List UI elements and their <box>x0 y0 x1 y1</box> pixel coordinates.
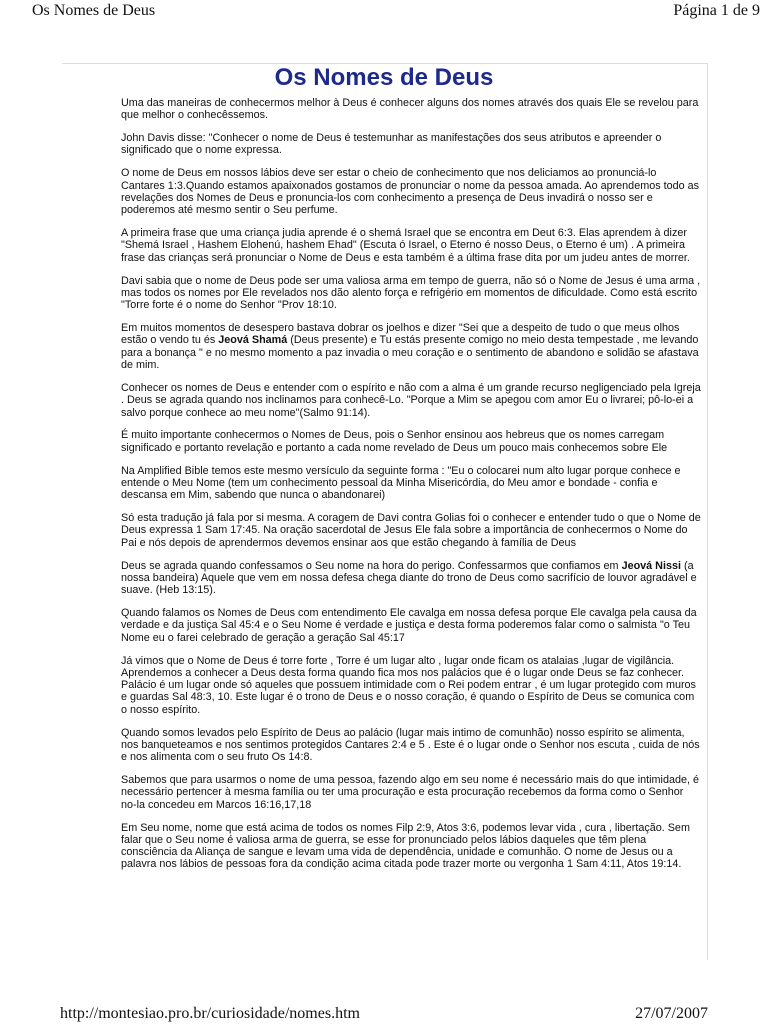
paragraph-5: Davi sabia que o nome de Deus pode ser uma valiosa arma em tempo de guerra, não só o Nome de Jesus é uma arma , mas todos os nomes por Ele revelados nos dão alento força e refrigério em momentos de dificuldade. Como está escrito "Torre forte é o nome do Senhor "Prov 18:10. <box>121 274 701 312</box>
paragraph-15: Sabemos que para usarmos o nome de uma pessoa, fazendo algo em seu nome é necessário mais do que intimidade, é necessário pertencer à mesma família ou ter uma procuração e esta procuração recebemos da forma como o Senhor no-la concedeu em Marcos 16:16,17,18 <box>121 774 699 811</box>
paragraph-6 <box>121 322 701 371</box>
paragraph-2: John Davis disse: "Conhecer o nome de Deus é testemunhar as manifestações dos seus atributos e apreender o significado que o nome expressa. <box>121 132 662 157</box>
paragraph-1: Uma das maneiras de conhecermos melhor à Deus é conhecer alguns dos nomes através dos quais Ele se revelou para que melhor o conhecêssemos. <box>121 97 699 122</box>
paragraph-16: Em Seu nome, nome que está acima de todos os nomes Filp 2:9, Atos 3:6, podemos levar vida , cura , libertação. Sem falar que o Seu nome é valiosa arma de guerra, se esse for pronunciado pelos lábios daqueles que têm plena consciência da Aliança de sangue e levam uma vida de dependência, unidade e comunhão. O nome de Jesus ou a palavra nos lábios de pessoas fora da condição acima citada pode trazer morte ou vergonha 1 Sam 4:11, Atos 19:14. <box>121 821 690 871</box>
paragraph-12: Quando falamos os Nomes de Deus com entendimento Ele cavalga em nossa defesa porque Ele cavalga pela causa da verdade e da justiça Sal 45:4 e o Seu Nome é verdade e justiça e desta forma poderemos falar como o salmista "o Teu Nome eu o farei celebrado de geração a geração Sal 45:17 <box>121 607 697 644</box>
paragraph-11-text-b: (a nossa bandeira) Aquele que vem em nossa defesa chega diante do trono de Deus como sacrifício de louvor agradável e suave. (Heb 13:15). <box>121 559 697 597</box>
paragraph-7: Conhecer os nomes de Deus e entender com o espírito e não com a alma é um grande recurso negligenciado pela Igreja . Deus se agrada quando nos inclinamos para conhecê-Lo. "Porque a Mim se apegou com amor Eu o livrarei; pô-lo-ei a salvo porque conhece ao meu nome"(Salmo 91:14). <box>121 381 701 419</box>
print-header <box>0 0 768 22</box>
jeova-shama-term: Jeová Shamá <box>218 334 288 347</box>
article-body <box>121 97 701 881</box>
paragraph-8: É muito importante conhecermos o Nomes de Deus, pois o Senhor ensinou aos hebreus que os nomes carregam significado e portanto revelação e portanto a cada nome revelado de Deus um pouco mais conhecemos sobre Ele <box>121 429 668 454</box>
paragraph-4: A primeira frase que uma criança judia aprende é o shemá Israel que se encontra em Deut 6:3. Elas aprendem à dizer "Shemá Israel , Hashem Elohenú, hashem Ehad" (Escuta ó Israel, o Eterno é nosso Deus, o Eterno é um) . A primeira frase das crianças será pronunciar o Nome de Deus e esta também é a última frase dita por um judeu antes de morrer. <box>121 227 690 264</box>
paragraph-3: O nome de Deus em nossos lábios deve ser estar o cheio de conhecimento que nos deliciamos ao pronunciá-lo Cantares 1:3.Quando estamos apaixonados gostamos de pronunciar o nome da pessoa amada. Ao aprendemos todo as revelações dos Nomes de Deus e pronuncia-los com conhecimento a presença de Deus invadirá o nosso ser e poderemos até mesmo sentir o Seu perfume. <box>121 167 700 217</box>
paragraph-6-text-a: Em muitos momentos de desespero bastava dobrar os joelhos e dizer "Sei que a despeito de tudo o que meus olhos estão o vendo tu és <box>121 322 680 347</box>
page-title: Os Nomes de Deus <box>274 64 494 91</box>
paragraph-13: Já vimos que o Nome de Deus é torre forte , Torre é um lugar alto , lugar onde ficam os atalaias ,lugar de vigilância. Aprendemos a conhecer a Deus desta forma quando fica mos nos palácios que é o lugar onde Deus se faz conhecer. Palácio é um lugar onde só aqueles que possuem intimidade com o Rei podem entrar , é um lugar protegido com muros e guardas Sal 48:3, 10. Este lugar é o trono de Deus e o nosso coração, é quando o Espírito de Deus se comunica com o nosso espírito. <box>121 654 696 716</box>
print-footer <box>0 1004 768 1024</box>
jeova-nissi-term: Jeová Nissi <box>621 559 681 572</box>
paragraph-10: Só esta tradução já fala por si mesma. A coragem de Davi contra Golias foi o conhecer e entender tudo o que o Nome de Deus expressa 1 Sam 17:45. Na oração sacerdotal de Jesus Ele fala sobre a importância de conhecermos o Nome do Pai e nós depois de aprendermos devemos ensinar aos que estão chegando à família de Deus <box>121 512 701 549</box>
paragraph-14: Quando somos levados pelo Espírito de Deus ao palácio (lugar mais intimo de comunhão) nosso espírito se alimenta, nos banqueteamos e nos sentimos protegidos Cantares 2:4 e 5 . Este é o lugar onde o Senhor nos escuta , cuida de nós e nos alimenta com o seu fruto Os 14:8. <box>121 726 700 764</box>
paragraph-11 <box>121 560 701 597</box>
paragraph-9: Na Amplified Bible temos este mesmo versículo da seguinte forma : "Eu o colocarei num alto lugar porque conhece e entende o Meu Nome (tem um conhecimento pessoal da Minha Misericórdia, do Meu amor e bondade - confia e descansa em Mim, sabendo que nunca o abandonarei) <box>121 464 681 502</box>
header-page-number: Página 1 de 9 <box>673 2 760 19</box>
header-title: Os Nomes de Deus <box>32 2 156 19</box>
footer-url: http://montesiao.pro.br/curiosidade/nomes.htm <box>60 1005 360 1022</box>
paragraph-11-text-a: Deus se agrada quando confessamos o Seu nome na hora do perigo. Confessarmos que confiamos em <box>121 559 622 572</box>
footer-date: 27/07/2007 <box>635 1005 708 1022</box>
paragraph-6-text-b: (Deus presente) e Tu estás presente comigo no meio desta tempestade , me levando para a bonança " e no mesmo momento a paz invadia o meu coração e o sentimento de abandono e solidão se afastava de mim. <box>121 334 699 372</box>
